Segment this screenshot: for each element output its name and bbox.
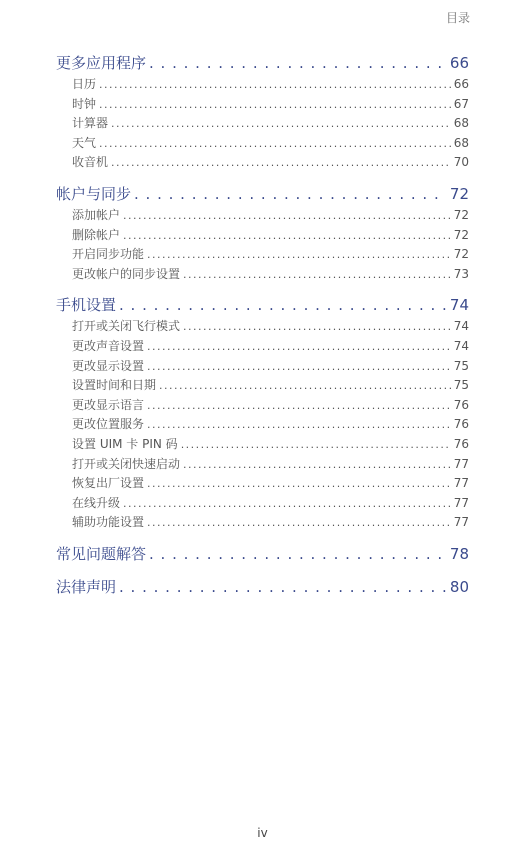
- toc-entry[interactable]: [56, 206, 469, 226]
- toc-entry[interactable]: [56, 474, 469, 494]
- toc-entry[interactable]: [56, 455, 469, 475]
- chapter-title: 更多应用程序: [56, 54, 147, 72]
- toc-entry[interactable]: [56, 435, 469, 455]
- dot-leader: [159, 379, 451, 392]
- entry-title: 打开或关闭飞行模式: [72, 319, 181, 334]
- dot-leader: [183, 458, 451, 471]
- dot-leader: [147, 418, 451, 431]
- entry-page-number: 76: [453, 397, 469, 412]
- toc-chapter[interactable]: [56, 576, 469, 599]
- dot-leader: [119, 296, 447, 314]
- dot-leader: [123, 209, 451, 222]
- entry-page-number: 68: [453, 116, 469, 131]
- chapter-page-number: 74: [449, 296, 469, 315]
- dot-leader: [181, 438, 451, 451]
- entry-page-number: 75: [453, 378, 469, 393]
- chapter-title: 手机设置: [56, 296, 117, 315]
- entry-page-number: 68: [453, 135, 469, 150]
- entry-page-number: 76: [453, 417, 469, 432]
- toc-entry[interactable]: [56, 376, 469, 396]
- entry-title: 更改帐户的同步设置: [72, 266, 181, 281]
- toc-entry[interactable]: [56, 265, 469, 285]
- toc-chapter[interactable]: [56, 294, 469, 317]
- entry-page-number: 72: [453, 207, 469, 222]
- dot-leader: [99, 137, 451, 150]
- entry-title: 打开或关闭快速启动: [72, 456, 181, 471]
- dot-leader: [147, 248, 451, 261]
- toc-entry[interactable]: [56, 415, 469, 435]
- toc-section-faq: [56, 543, 469, 566]
- entry-page-number: 75: [453, 358, 469, 373]
- dot-leader: [147, 360, 451, 373]
- chapter-page-number: 78: [449, 544, 469, 563]
- entry-page-number: 74: [453, 338, 469, 353]
- entry-page-number: 77: [453, 515, 469, 530]
- page-number-footer: iv: [257, 826, 268, 840]
- entry-page-number: 72: [453, 227, 469, 242]
- chapter-page-number: 80: [449, 577, 469, 596]
- running-header: 目录: [445, 11, 470, 25]
- toc-section-more-apps: [56, 52, 469, 173]
- entry-title: 恢复出厂设置: [72, 476, 145, 491]
- entry-title: 时钟: [72, 96, 97, 111]
- dot-leader: [123, 229, 451, 242]
- toc-entry[interactable]: [56, 396, 469, 416]
- entry-title: 在线升级: [72, 495, 121, 510]
- entry-title: 计算器: [72, 116, 109, 131]
- entry-title: 添加帐户: [72, 207, 121, 222]
- entry-page-number: 66: [453, 77, 469, 91]
- toc-entry[interactable]: [56, 513, 469, 533]
- entry-title: 更改显示设置: [72, 358, 145, 373]
- entry-title: 更改位置服务: [72, 417, 145, 432]
- toc-entry[interactable]: [56, 114, 469, 134]
- dot-leader: [147, 399, 451, 412]
- toc-entry[interactable]: [56, 153, 469, 173]
- entry-title: 更改显示语言: [72, 397, 145, 412]
- chapter-title: 法律声明: [56, 577, 117, 596]
- chapter-title: 常见问题解答: [56, 544, 147, 563]
- dot-leader: [134, 185, 447, 203]
- entry-title: 更改声音设置: [72, 338, 145, 353]
- entry-page-number: 76: [453, 436, 469, 451]
- entry-title: 设置 UIM 卡 PIN 码: [72, 436, 178, 451]
- dot-leader: [183, 268, 451, 281]
- toc-entry[interactable]: [56, 357, 469, 377]
- dot-leader: [111, 117, 451, 130]
- entry-page-number: 73: [453, 266, 469, 281]
- toc-chapter[interactable]: [56, 52, 469, 75]
- toc-entry[interactable]: [56, 494, 469, 514]
- entry-title: 删除帐户: [72, 227, 121, 242]
- dot-leader: [123, 497, 451, 510]
- toc-section-accounts-sync: [56, 183, 469, 284]
- dot-leader: [147, 516, 451, 529]
- dot-leader: [149, 545, 447, 563]
- dot-leader: [147, 340, 451, 353]
- toc-entry[interactable]: [56, 226, 469, 246]
- entry-title: 收音机: [72, 155, 109, 170]
- entry-page-number: 77: [453, 495, 469, 510]
- toc-entry[interactable]: [56, 337, 469, 357]
- entry-page-number: 72: [453, 247, 469, 262]
- entry-title: 天气: [72, 135, 97, 150]
- toc-entry[interactable]: [56, 95, 469, 115]
- entry-title: 日历: [72, 77, 97, 91]
- dot-leader: [119, 578, 447, 596]
- chapter-title: 帐户与同步: [56, 184, 132, 203]
- toc-entry[interactable]: [56, 317, 469, 337]
- toc-chapter[interactable]: [56, 543, 469, 566]
- dot-leader: [147, 477, 451, 490]
- chapter-page-number: 72: [449, 184, 469, 203]
- dot-leader: [183, 320, 451, 333]
- entry-title: 设置时间和日期: [72, 378, 157, 393]
- entry-title: 辅助功能设置: [72, 515, 145, 530]
- entry-page-number: 74: [453, 319, 469, 334]
- toc-entry[interactable]: [56, 134, 469, 154]
- entry-page-number: 77: [453, 456, 469, 471]
- toc-entry[interactable]: [56, 245, 469, 265]
- entry-page-number: 70: [453, 155, 469, 170]
- dot-leader: [149, 54, 447, 72]
- entry-title: 开启同步功能: [72, 247, 145, 262]
- table-of-contents: [56, 52, 469, 609]
- toc-section-legal: [56, 576, 469, 599]
- toc-section-phone-settings: [56, 294, 469, 533]
- toc-chapter[interactable]: [56, 183, 469, 206]
- dot-leader: [99, 78, 451, 91]
- toc-entry[interactable]: [56, 75, 469, 95]
- chapter-page-number: 66: [449, 54, 469, 72]
- dot-leader: [111, 156, 451, 169]
- entry-page-number: 67: [453, 96, 469, 111]
- dot-leader: [99, 98, 451, 111]
- entry-page-number: 77: [453, 476, 469, 491]
